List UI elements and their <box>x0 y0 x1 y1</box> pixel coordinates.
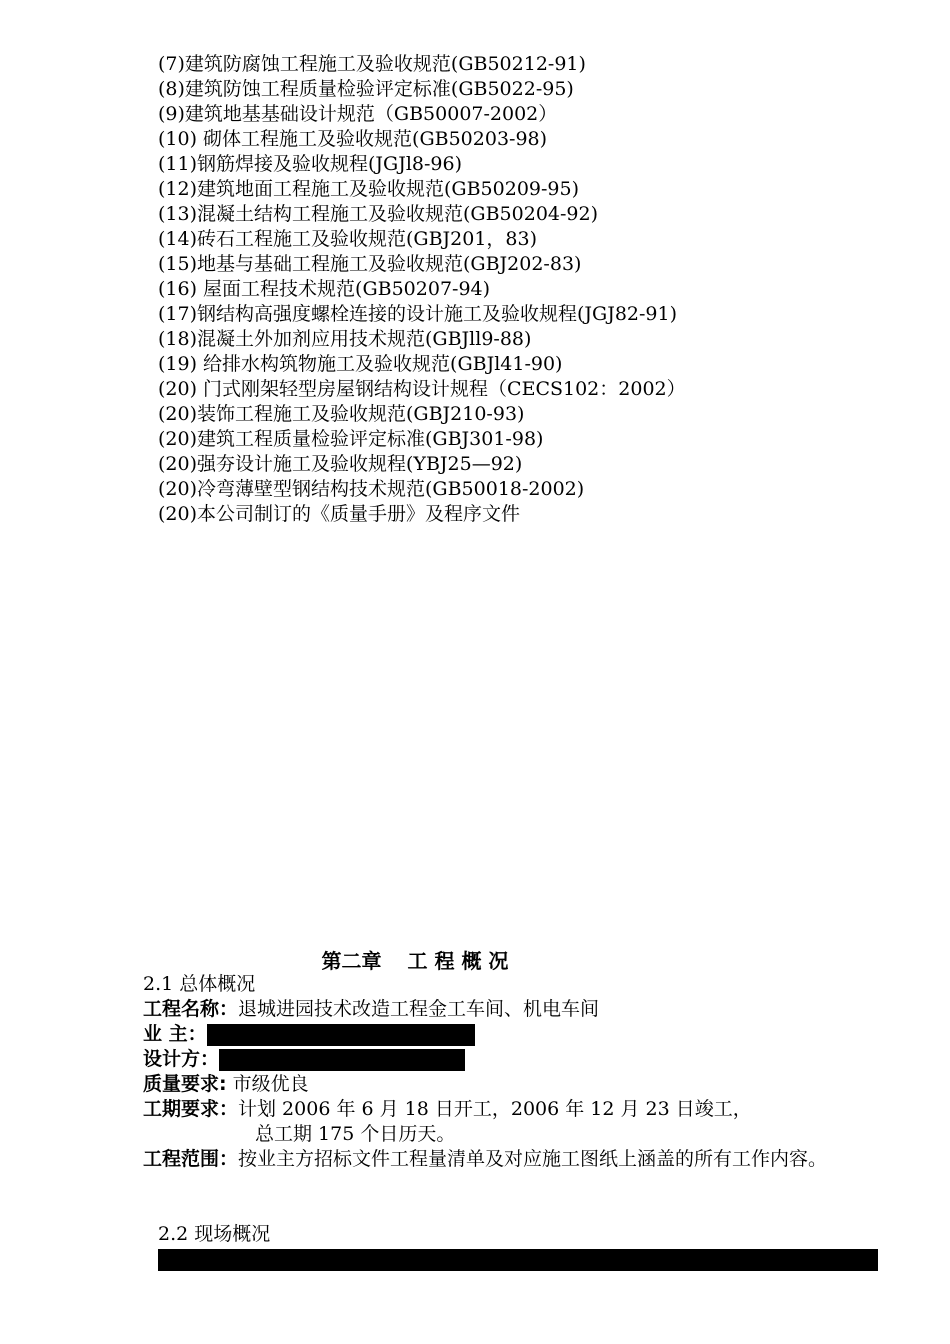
chapter-title <box>0 948 830 974</box>
standard-item: (20)本公司制订的《质量手册》及程序文件 <box>158 503 521 525</box>
standard-item: (12)建筑地面工程施工及验收规范(GB50209-95) <box>158 178 580 200</box>
standard-item: (20) 门式刚架轻型房屋钢结构设计规程（CECS102：2002） <box>158 378 686 400</box>
owner-label: 业 主： <box>143 1023 207 1045</box>
chapter-name: 工 程 概 况 <box>407 949 509 973</box>
schedule-label: 工期要求： <box>143 1098 239 1120</box>
standard-item: (14)砖石工程施工及验收规范(GBJ201，83) <box>158 228 538 250</box>
standard-item: (13)混凝土结构工程施工及验收规范(GB50204-92) <box>158 203 599 225</box>
standard-item: (10) 砌体工程施工及验收规范(GB50203-98) <box>158 128 548 150</box>
standard-item: (18)混凝土外加剂应用技术规范(GBJll9-88) <box>158 328 532 350</box>
site-redaction <box>158 1249 878 1271</box>
scope-row <box>143 1147 873 1172</box>
scope-value: 按业主方招标文件工程量清单及对应施工图纸上涵盖的所有工作内容。 <box>238 1148 828 1170</box>
standard-item: (20)装饰工程施工及验收规范(GBJ210-93) <box>158 403 525 425</box>
site-heading: 2.2 现场概况 <box>158 1223 271 1245</box>
project-name-row <box>143 997 873 1022</box>
standard-item: (20)强夯设计施工及验收规程(YBJ25—92) <box>158 453 523 475</box>
standard-item: (7)建筑防腐蚀工程施工及验收规范(GB50212-91) <box>158 53 586 75</box>
designer-row <box>143 1047 873 1072</box>
standard-item: (9)建筑地基基础设计规范（GB50007-2002） <box>158 103 558 125</box>
scope-label: 工程范围： <box>143 1148 239 1170</box>
designer-redaction <box>219 1049 465 1071</box>
overview-section <box>143 972 873 1172</box>
schedule-line-1: 计划 2006 年 6 月 18 日开工，2006 年 12 月 23 日竣工， <box>238 1098 752 1120</box>
owner-redaction <box>207 1024 475 1046</box>
standard-item: (20)冷弯薄壁型钢结构技术规范(GB50018-2002) <box>158 478 585 500</box>
schedule-row <box>143 1097 873 1122</box>
overview-heading: 2.1 总体概况 <box>143 973 256 995</box>
schedule-line-2: 总工期 175 个日历天。 <box>255 1123 456 1145</box>
project-name-value: 退城进园技术改造工程金工车间、机电车间 <box>238 998 600 1020</box>
standard-item: (11)钢筋焊接及验收规程(JGJl8-96) <box>158 153 463 175</box>
standard-item: (17)钢结构高强度螺栓连接的设计施工及验收规程(JGJ82-91) <box>158 303 678 325</box>
standard-item: (20)建筑工程质量检验评定标准(GBJ301-98) <box>158 428 544 450</box>
quality-row <box>143 1072 873 1097</box>
standard-item: (8)建筑防蚀工程质量检验评定标准(GB5022-95) <box>158 78 574 100</box>
standard-item: (16) 屋面工程技术规范(GB50207-94) <box>158 278 491 300</box>
quality-label: 质量要求: <box>143 1073 227 1095</box>
designer-label: 设计方： <box>143 1048 220 1070</box>
quality-value: 市级优良 <box>226 1073 309 1095</box>
project-name-label: 工程名称： <box>143 998 239 1020</box>
chapter-number: 第二章 <box>321 949 382 973</box>
standard-item: (15)地基与基础工程施工及验收规范(GBJ202-83) <box>158 253 582 275</box>
owner-row <box>143 1022 873 1047</box>
standards-list <box>158 52 686 527</box>
standard-item: (19) 给排水构筑物施工及验收规范(GBJl41-90) <box>158 353 563 375</box>
